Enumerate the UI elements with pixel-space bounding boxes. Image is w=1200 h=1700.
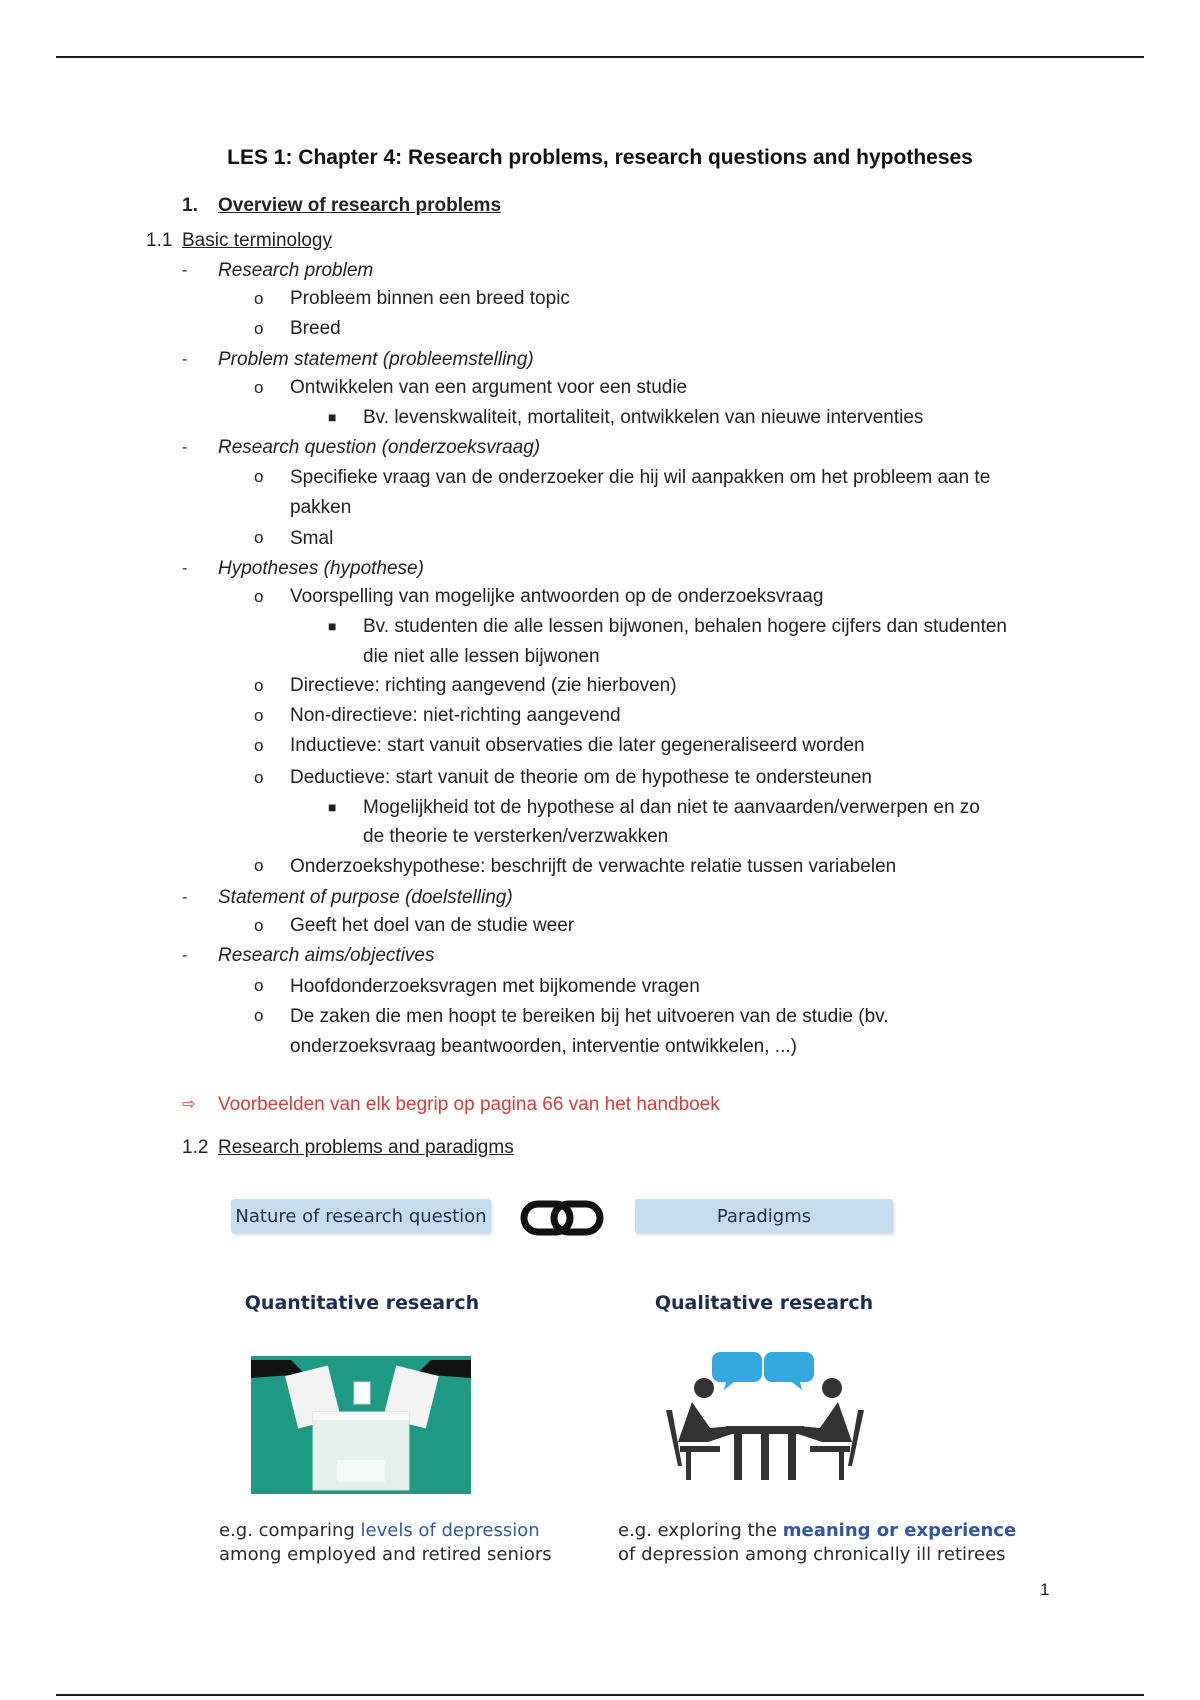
section-label: Overview of research problems — [218, 195, 502, 216]
dash-bullet: - — [182, 889, 188, 906]
circle-bullet-icon: o — [254, 467, 264, 486]
caption-text: among employed and retired seniors — [219, 1544, 552, 1565]
circle-bullet-icon: o — [254, 976, 264, 995]
dash-bullet: - — [182, 439, 188, 456]
list-item: Bv. levenskwaliteit, mortaliteit, ontwikkelen van nieuwe interventies — [363, 407, 924, 428]
page-title: LES 1: Chapter 4: Research problems, research questions and hypotheses — [227, 146, 973, 169]
caption-text: of depression among chronically ill retirees — [618, 1544, 1006, 1565]
list-item: Specifieke vraag van de onderzoeker die hij wil aanpakken om het probleem aan te — [290, 467, 991, 488]
list-item: Deductieve: start vanuit de theorie om de hypothese te ondersteunen — [290, 767, 872, 788]
circle-bullet-icon: o — [254, 856, 264, 875]
list-item: Non-directieve: niet-richting aangevend — [290, 705, 621, 726]
square-bullet-icon: ■ — [328, 618, 337, 634]
dash-bullet: - — [182, 262, 188, 279]
qualitative-caption — [618, 1519, 1017, 1567]
term-problem-statement: Problem statement (probleemstelling) — [218, 349, 534, 370]
caption-text: e.g. comparing — [219, 1520, 361, 1541]
list-item: onderzoeksvraag beantwoorden, interventie ontwikkelen, ...) — [290, 1036, 797, 1057]
qualitative-research-heading: Qualitative research — [654, 1292, 874, 1314]
list-item: de theorie te versterken/verzwakken — [363, 826, 669, 847]
section-label: Basic terminology — [182, 230, 332, 251]
circle-bullet-icon: o — [254, 528, 264, 547]
list-item: Bv. studenten die alle lessen bijwonen, behalen hogere cijfers dan studenten — [363, 616, 1007, 637]
list-item: Directieve: richting aangevend (zie hierboven) — [290, 675, 677, 696]
nature-of-research-question-pill: Nature of research question — [231, 1199, 491, 1233]
circle-bullet-icon: o — [254, 319, 264, 338]
dash-bullet: - — [182, 560, 188, 577]
caption-highlight: levels of depression — [360, 1520, 540, 1541]
page-number: 1 — [1040, 1580, 1050, 1599]
section-number: 1.2 — [182, 1137, 209, 1158]
list-item: Probleem binnen een breed topic — [290, 288, 570, 309]
paradigms-pill: Paradigms — [635, 1199, 893, 1233]
handbook-note: Voorbeelden van elk begrip op pagina 66 van het handboek — [218, 1094, 720, 1115]
circle-bullet-icon: o — [254, 676, 264, 695]
section-1-2-heading — [182, 1136, 514, 1160]
list-item: De zaken die men hoopt te bereiken bij het uitvoeren van de studie (bv. — [290, 1006, 889, 1027]
section-1-heading — [182, 194, 501, 218]
chain-link-icon — [520, 1198, 604, 1238]
list-item: Ontwikkelen van een argument voor een studie — [290, 377, 688, 398]
quantitative-research-heading: Quantitative research — [244, 1292, 480, 1314]
term-statement-of-purpose: Statement of purpose (doelstelling) — [218, 887, 513, 908]
caption-highlight: meaning or experience — [782, 1520, 1017, 1541]
circle-bullet-icon: o — [254, 289, 264, 308]
circle-bullet-icon: o — [254, 587, 264, 606]
list-item: Smal — [290, 528, 334, 549]
list-item: Voorspelling van mogelijke antwoorden op de onderzoeksvraag — [290, 586, 824, 607]
circle-bullet-icon: o — [254, 1006, 264, 1025]
circle-bullet-icon: o — [254, 736, 264, 755]
list-item: Mogelijkheid tot de hypothese al dan niet te aanvaarden/verwerpen en zo — [363, 797, 980, 818]
list-item: Inductieve: start vanuit observaties die later gegeneraliseerd worden — [290, 735, 865, 756]
circle-bullet-icon: o — [254, 916, 264, 935]
dash-bullet: - — [182, 351, 188, 368]
arrow-right-icon: ⇨ — [182, 1096, 196, 1113]
section-1-1-heading — [146, 229, 332, 253]
caption-text: e.g. exploring the — [618, 1520, 783, 1541]
circle-bullet-icon: o — [254, 768, 264, 787]
header-rule — [56, 56, 1144, 58]
term-hypotheses: Hypotheses (hypothese) — [218, 558, 424, 579]
list-item: pakken — [290, 497, 352, 518]
term-research-problem: Research problem — [218, 260, 374, 281]
term-research-question: Research question (onderzoeksvraag) — [218, 437, 541, 458]
section-number: 1. — [182, 195, 198, 216]
list-item: Geeft het doel van de studie weer — [290, 915, 575, 936]
list-item: Hoofdonderzoeksvragen met bijkomende vragen — [290, 976, 700, 997]
circle-bullet-icon: o — [254, 706, 264, 725]
square-bullet-icon: ■ — [328, 409, 337, 425]
interview-illustration — [662, 1346, 868, 1486]
dash-bullet: - — [182, 947, 188, 964]
section-number: 1.1 — [146, 230, 173, 251]
circle-bullet-icon: o — [254, 378, 264, 397]
list-item: Breed — [290, 318, 341, 339]
footer-rule — [56, 1694, 1144, 1696]
term-research-aims: Research aims/objectives — [218, 945, 435, 966]
square-bullet-icon: ■ — [328, 799, 337, 815]
ballot-box-illustration — [251, 1356, 471, 1494]
list-item: die niet alle lessen bijwonen — [363, 646, 600, 667]
section-label: Research problems and paradigms — [218, 1137, 514, 1158]
quantitative-caption — [219, 1519, 552, 1567]
list-item: Onderzoekshypothese: beschrijft de verwachte relatie tussen variabelen — [290, 856, 897, 877]
